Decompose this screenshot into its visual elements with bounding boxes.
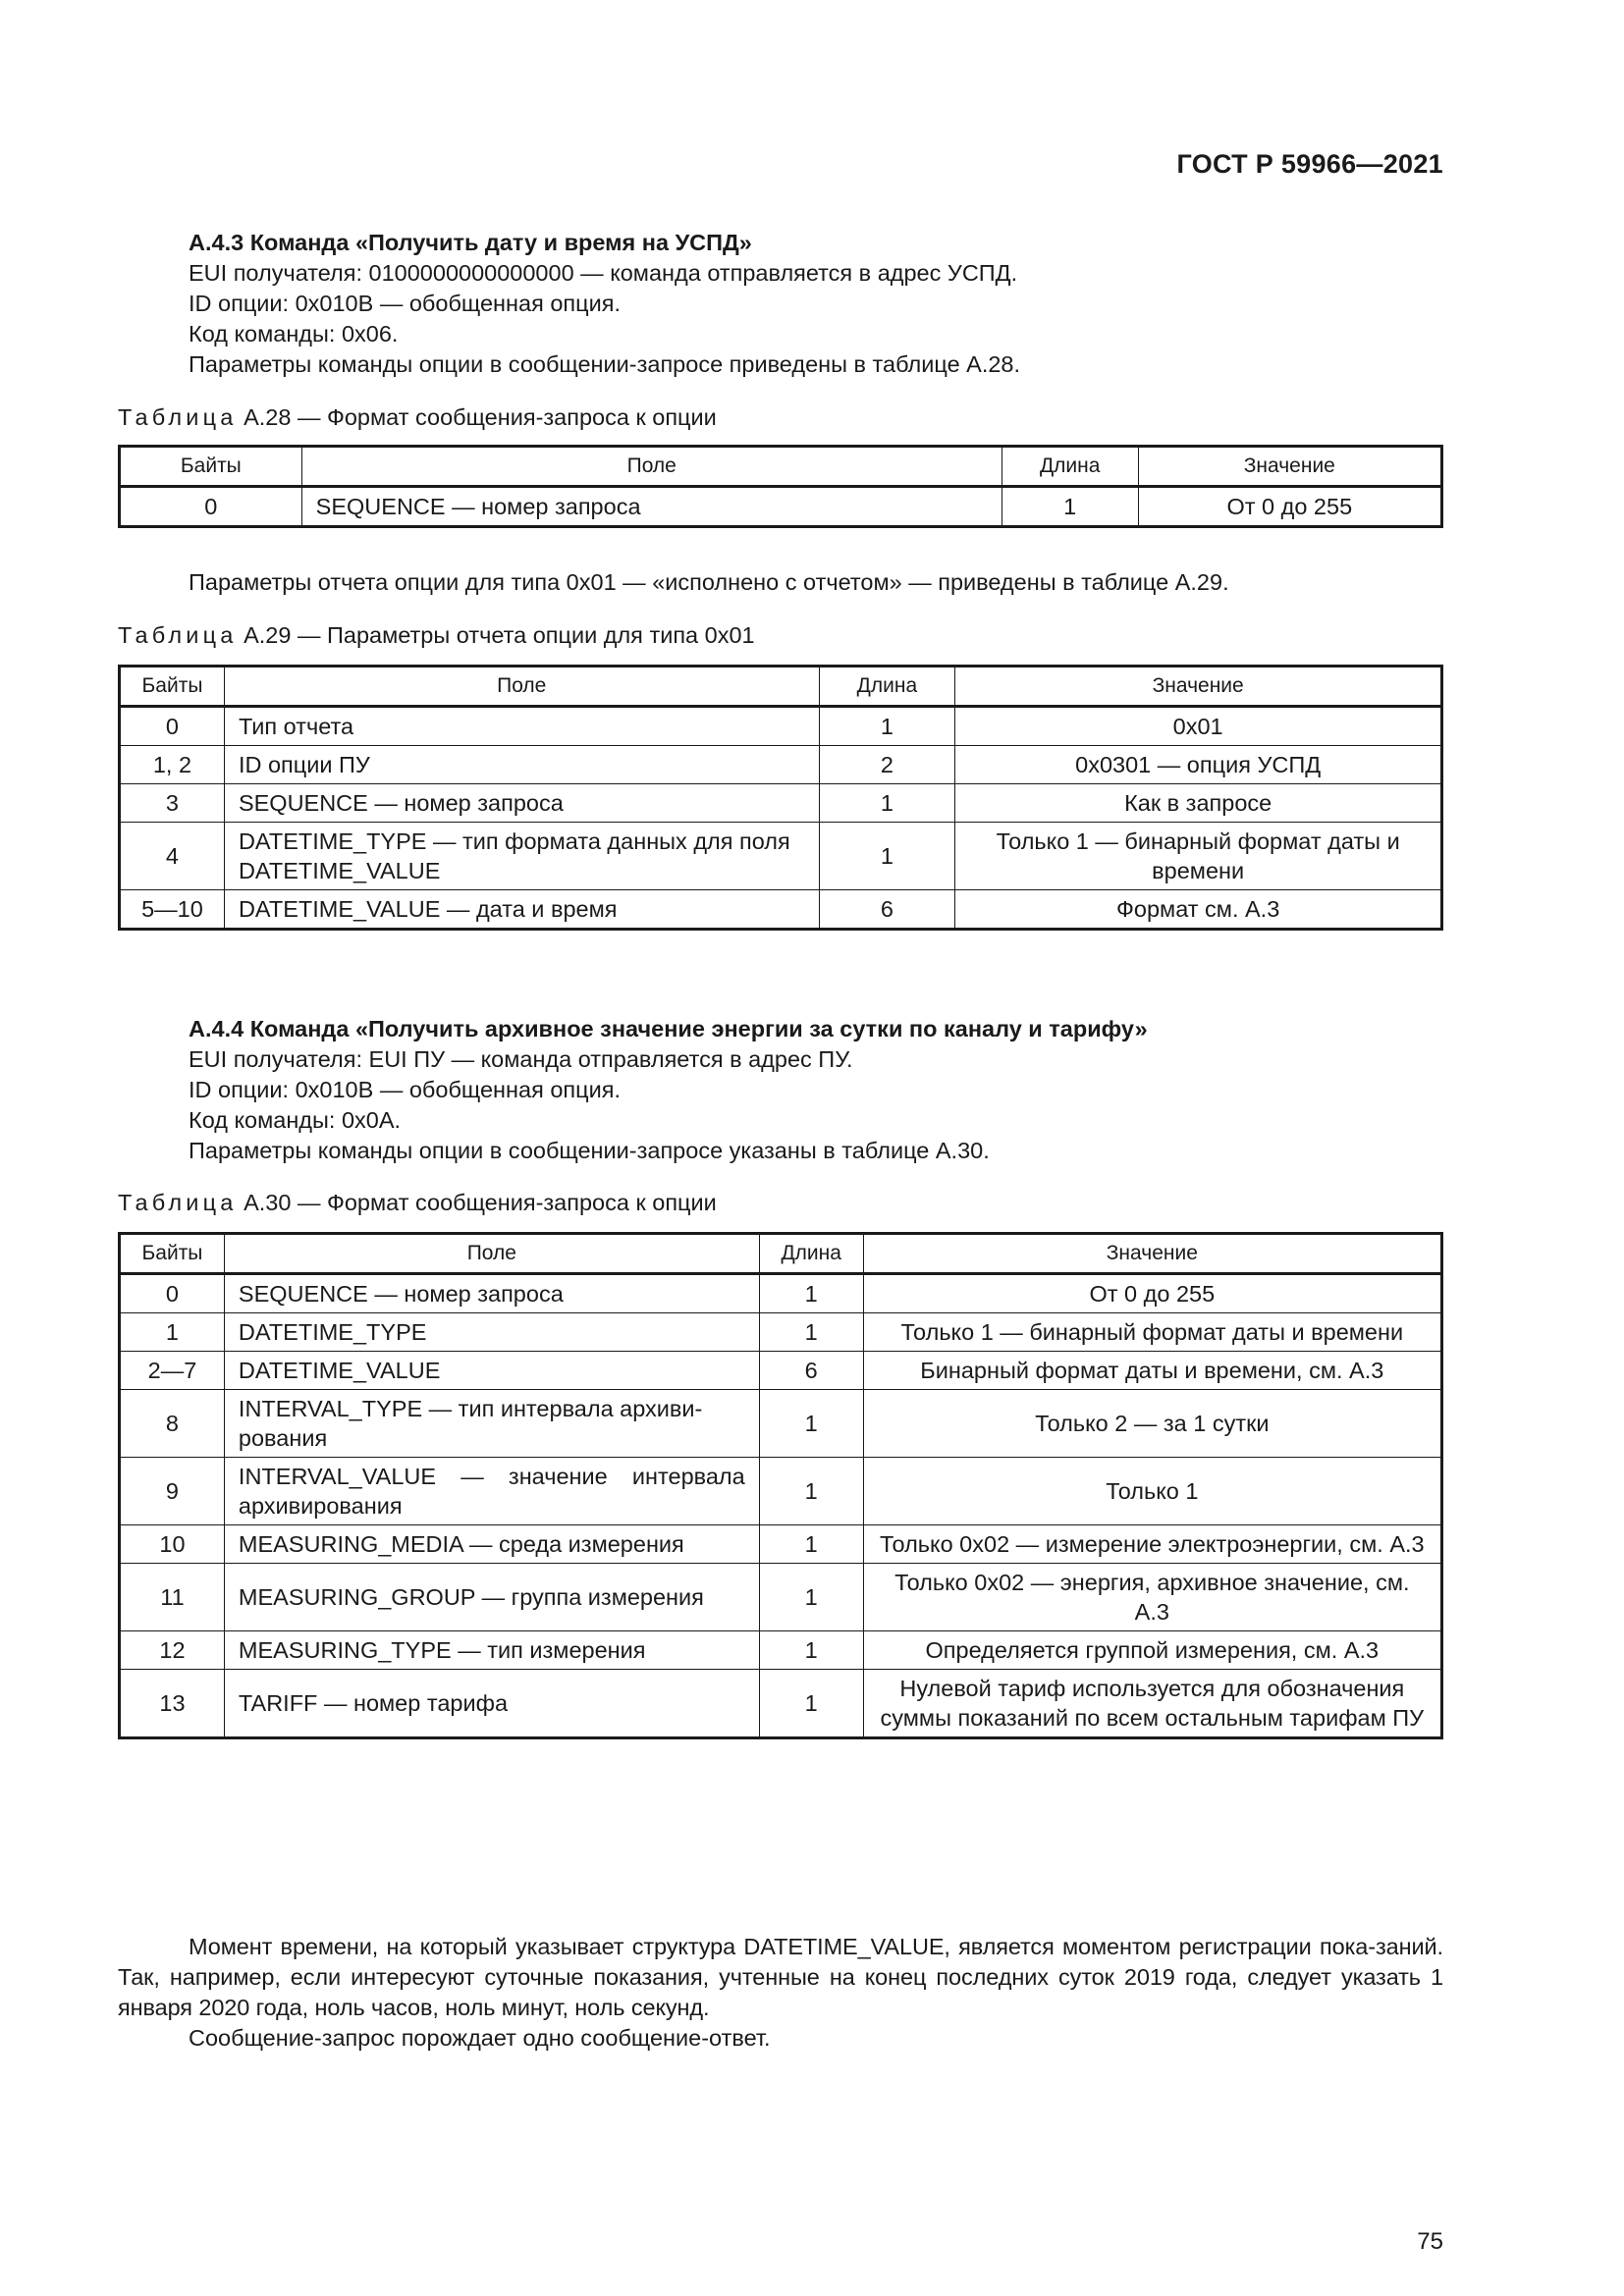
table-cell: 1, 2 (120, 746, 225, 784)
section-line: EUI получателя: EUI ПУ — команда отправляется в адрес ПУ. (189, 1046, 853, 1072)
table-cell: DATETIME_TYPE — тип формата данных для поля DATETIME_VALUE (224, 823, 819, 890)
section-line: Параметры команды опции в сообщении-запросе указаны в таблице А.30. (189, 1138, 990, 1163)
section-line: ID опции: 0x010B — обобщенная опция. (189, 291, 621, 316)
table-caption (118, 402, 717, 432)
table-caption (118, 620, 755, 650)
table-cell: SEQUENCE — номер запроса (301, 487, 1001, 527)
table-cell: INTERVAL_TYPE — тип интервала архиви-рования (224, 1390, 759, 1458)
table-cell: Только 1 — бинарный формат даты и времени (863, 1313, 1441, 1352)
header-cell: Длина (819, 667, 955, 707)
table-cell: 12 (120, 1631, 225, 1670)
table-cell: 2—7 (120, 1352, 225, 1390)
section-a44 (118, 1014, 1443, 1166)
table-header-row (120, 447, 1442, 487)
document-page (118, 0, 1443, 2296)
table-cell: 4 (120, 823, 225, 890)
table-row (120, 784, 1442, 823)
table-cell: Определяется группой измерения, см. А.3 (863, 1631, 1441, 1670)
table-cell: Только 0x02 — энергия, архивное значение, см. А.3 (863, 1564, 1441, 1631)
header-cell: Значение (863, 1234, 1441, 1274)
paragraph (118, 567, 1443, 598)
section-line: Код команды: 0x06. (189, 321, 399, 347)
table-cell: 3 (120, 784, 225, 823)
table-cell: 2 (819, 746, 955, 784)
table-cell: 11 (120, 1564, 225, 1631)
caption-word: Таблица (118, 404, 238, 430)
table-cell: 0 (120, 1274, 225, 1313)
table-row (120, 823, 1442, 890)
table-cell: Только 2 — за 1 сутки (863, 1390, 1441, 1458)
header-cell: Значение (955, 667, 1442, 707)
table-cell: 1 (819, 784, 955, 823)
table-cell: 6 (759, 1352, 863, 1390)
table-cell: MEASURING_GROUP — группа измерения (224, 1564, 759, 1631)
section-line: Код команды: 0x0A. (189, 1107, 402, 1133)
section-line: Параметры команды опции в сообщении-запросе приведены в таблице А.28. (189, 351, 1021, 377)
table-cell: MEASURING_TYPE — тип измерения (224, 1631, 759, 1670)
table-cell: От 0 до 255 (863, 1274, 1441, 1313)
table-cell: Только 1 (863, 1458, 1441, 1525)
table-cell: 1 (759, 1313, 863, 1352)
table-row (120, 1564, 1442, 1631)
header-cell: Байты (120, 1234, 225, 1274)
table-cell: 8 (120, 1390, 225, 1458)
table-row (120, 1352, 1442, 1390)
table-cell: От 0 до 255 (1138, 487, 1441, 527)
table-cell: 1 (819, 823, 955, 890)
table-cell: 6 (819, 890, 955, 930)
header-cell: Поле (301, 447, 1001, 487)
paragraph-text: Параметры отчета опции для типа 0x01 — «исполнено с отчетом» — приведены в таблице А.29. (189, 569, 1229, 595)
table-cell: Тип отчета (224, 707, 819, 746)
header-cell: Поле (224, 667, 819, 707)
header-cell: Длина (759, 1234, 863, 1274)
table-cell: 0x01 (955, 707, 1442, 746)
table-cell: 1 (120, 1313, 225, 1352)
section-a43 (118, 228, 1443, 380)
table-header-row (120, 667, 1442, 707)
table-cell: 1 (759, 1458, 863, 1525)
standard-number: ГОСТ Р 59966—2021 (1176, 149, 1443, 179)
table-cell: 1 (759, 1525, 863, 1564)
table-cell: MEASURING_MEDIA — среда измерения (224, 1525, 759, 1564)
header-cell: Длина (1001, 447, 1138, 487)
caption-word: Таблица (118, 622, 238, 648)
table-row (120, 746, 1442, 784)
table-cell: Бинарный формат даты и времени, см. А.3 (863, 1352, 1441, 1390)
table-caption (118, 1188, 717, 1217)
table-row (120, 1631, 1442, 1670)
header-cell: Поле (224, 1234, 759, 1274)
caption-text: А.29 — Параметры отчета опции для типа 0x01 (244, 622, 755, 648)
table-cell: 1 (759, 1274, 863, 1313)
table-row (120, 1670, 1442, 1738)
table-row (120, 1274, 1442, 1313)
table-row (120, 1313, 1442, 1352)
table-cell: 1 (759, 1670, 863, 1738)
table-cell: 1 (1001, 487, 1138, 527)
table-cell: Как в запросе (955, 784, 1442, 823)
table-row (120, 1390, 1442, 1458)
caption-text: А.30 — Формат сообщения-запроса к опции (244, 1190, 717, 1215)
table-cell: TARIFF — номер тарифа (224, 1670, 759, 1738)
table-row (120, 487, 1442, 527)
table-cell: 5—10 (120, 890, 225, 930)
caption-text: А.28 — Формат сообщения-запроса к опции (244, 404, 717, 430)
table-row (120, 1525, 1442, 1564)
table-cell: DATETIME_TYPE (224, 1313, 759, 1352)
table-row (120, 890, 1442, 930)
table-cell: SEQUENCE — номер запроса (224, 1274, 759, 1313)
table-cell: 0 (120, 487, 302, 527)
table-row (120, 707, 1442, 746)
table-cell: 13 (120, 1670, 225, 1738)
table-cell: 10 (120, 1525, 225, 1564)
table-a29 (118, 665, 1443, 931)
header-cell: Значение (1138, 447, 1441, 487)
caption-word: Таблица (118, 1190, 238, 1215)
table-cell: 1 (759, 1390, 863, 1458)
table-cell: Формат см. А.3 (955, 890, 1442, 930)
table-cell: 0 (120, 707, 225, 746)
table-cell: 0x0301 — опция УСПД (955, 746, 1442, 784)
table-cell: 1 (759, 1631, 863, 1670)
table-a30 (118, 1232, 1443, 1739)
section-title: А.4.4 Команда «Получить архивное значение энергии за сутки по каналу и тарифу» (189, 1016, 1148, 1041)
section-line: EUI получателя: 0100000000000000 — команда отправляется в адрес УСПД. (189, 260, 1018, 286)
table-cell: Только 0x02 — измерение электроэнергии, см. А.3 (863, 1525, 1441, 1564)
table-row (120, 1458, 1442, 1525)
closing-paragraphs (118, 1932, 1443, 2054)
section-title: А.4.3 Команда «Получить дату и время на УСПД» (189, 230, 752, 255)
table-cell: 1 (819, 707, 955, 746)
table-cell: SEQUENCE — номер запроса (224, 784, 819, 823)
table-header-row (120, 1234, 1442, 1274)
table-cell: 9 (120, 1458, 225, 1525)
header-cell: Байты (120, 667, 225, 707)
paragraph-text: Сообщение-запрос порождает одно сообщение-ответ. (189, 2025, 771, 2051)
table-a28 (118, 445, 1443, 528)
header-cell: Байты (120, 447, 302, 487)
table-cell: DATETIME_VALUE (224, 1352, 759, 1390)
page-number: 75 (1417, 2228, 1443, 2255)
table-cell: Только 1 — бинарный формат даты и времени (955, 823, 1442, 890)
paragraph-text: Момент времени, на который указывает структура DATETIME_VALUE, является моментом регистрации пока-заний. Так, например, если интересуют суточные показания, учтенные на конец последних суток 2019 года, следует указать 1 января 2020 года, ноль часов, ноль минут, ноль секунд. (118, 1934, 1443, 2020)
section-line: ID опции: 0x010B — обобщенная опция. (189, 1077, 621, 1102)
table-cell: ID опции ПУ (224, 746, 819, 784)
table-cell: Нулевой тариф используется для обозначения суммы показаний по всем остальным тарифам ПУ (863, 1670, 1441, 1738)
table-cell: INTERVAL_VALUE — значение интервала архивирования (224, 1458, 759, 1525)
table-cell: 1 (759, 1564, 863, 1631)
table-cell: DATETIME_VALUE — дата и время (224, 890, 819, 930)
